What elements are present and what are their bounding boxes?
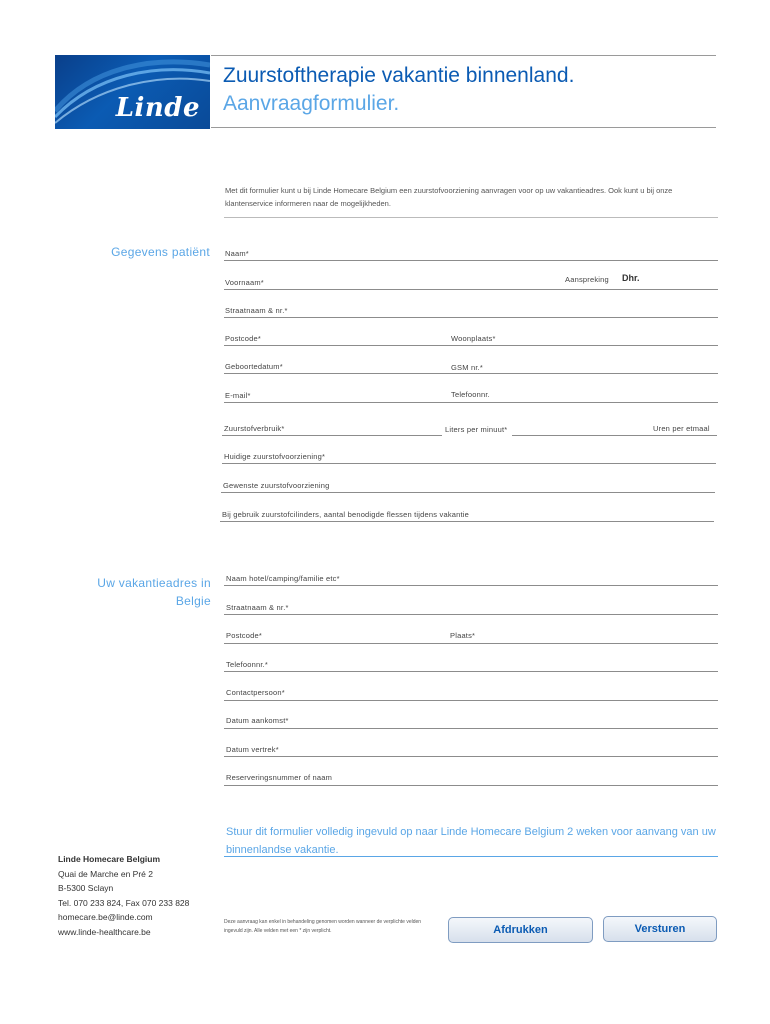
label-email: E-mail* — [225, 391, 251, 400]
label-telefoon-patient: Telefoonnr. — [451, 390, 490, 399]
section-label-vacation — [60, 574, 211, 610]
label-liters: Liters per minuut* — [445, 425, 508, 434]
logo-text: Linde — [115, 93, 200, 123]
label-huidige: Huidige zuurstofvoorziening* — [224, 452, 326, 461]
label-gewenste: Gewenste zuurstofvoorziening — [223, 481, 330, 490]
input-straat-vakantie[interactable] — [224, 614, 718, 615]
submit-notice: Stuur dit formulier volledig ingevuld op naar Linde Homecare Belgium 2 weken voor aanvang van uw binnenlandse vakantie. — [226, 826, 716, 856]
label-vertrek: Datum vertrek* — [226, 745, 279, 754]
input-aankomst[interactable] — [224, 728, 718, 729]
label-naam: Naam* — [225, 249, 249, 258]
notice-rule — [224, 856, 718, 857]
disclaimer-text: Deze aanvraag kan enkel in behandeling genomen worden wanneer de verplichte velden ingevuld zijn. Alle velden met een * zijn verplicht. — [224, 919, 422, 934]
input-naam-hotel[interactable] — [224, 585, 718, 586]
input-postcode-plaats[interactable] — [224, 643, 718, 644]
header-top-rule — [211, 55, 716, 56]
label-postcode-patient: Postcode* — [225, 334, 261, 343]
print-button[interactable]: Afdrukken — [448, 917, 593, 943]
input-telefoon-vakantie[interactable] — [224, 671, 718, 672]
input-reservering[interactable] — [224, 785, 718, 786]
input-zuurstofverbruik[interactable] — [222, 435, 442, 436]
company-address — [58, 852, 189, 940]
input-straat-patient[interactable] — [224, 317, 718, 318]
address-email[interactable]: homecare.be@linde.com — [58, 912, 153, 923]
input-email-telefoon[interactable] — [224, 402, 718, 403]
input-postcode-woonplaats[interactable] — [224, 345, 718, 346]
input-huidige[interactable] — [222, 463, 716, 464]
intro-rule — [224, 217, 718, 218]
input-geboortedatum-gsm[interactable] — [224, 373, 718, 374]
company-name: Linde Homecare Belgium — [58, 854, 161, 864]
label-telefoon-vakantie: Telefoonnr.* — [226, 660, 269, 669]
send-button[interactable]: Versturen — [603, 916, 717, 942]
intro-text: Met dit formulier kunt u bij Linde Homecare Belgium een zuurstofvoorziening aanvragen voor op uw vakantieadres. Ook kunt u bij onze klantenservice informeren naar de mogelijkheden. — [225, 186, 673, 208]
label-uren: Uren per etmaal — [653, 424, 710, 433]
label-contactpersoon: Contactpersoon* — [226, 688, 285, 697]
address-phone: Tel. 070 233 824, Fax 070 233 828 — [58, 897, 190, 908]
section-label-patient: Gegevens patiënt — [111, 245, 210, 259]
label-zuurstofverbruik: Zuurstofverbruik* — [224, 424, 285, 433]
section-label-vacation-line2: Belgie — [175, 594, 211, 608]
address-website[interactable]: www.linde-healthcare.be — [58, 926, 151, 937]
label-straat-patient: Straatnaam & nr.* — [225, 306, 288, 315]
address-city: B-5300 Sclayn — [58, 883, 114, 894]
input-naam[interactable] — [224, 260, 718, 261]
label-aankomst: Datum aankomst* — [226, 716, 289, 725]
page-subtitle: Aanvraagformulier. — [223, 92, 400, 115]
input-gewenste[interactable] — [221, 492, 715, 493]
label-plaats: Plaats* — [450, 631, 476, 640]
label-straat-vakantie: Straatnaam & nr.* — [226, 603, 289, 612]
input-vertrek[interactable] — [224, 756, 718, 757]
label-geboortedatum: Geboortedatum* — [225, 362, 283, 371]
linde-logo — [55, 55, 210, 129]
address-street: Quai de Marche en Pré 2 — [58, 868, 153, 879]
label-naam-hotel: Naam hotel/camping/familie etc* — [226, 574, 340, 583]
label-postcode-vakantie: Postcode* — [226, 631, 262, 640]
label-aanspreking: Aanspreking — [565, 275, 609, 284]
header-bottom-rule — [211, 127, 716, 128]
input-cilinders[interactable] — [220, 521, 714, 522]
input-voornaam[interactable] — [224, 289, 718, 290]
input-contactpersoon[interactable] — [224, 700, 718, 701]
label-woonplaats: Woonplaats* — [451, 334, 496, 343]
page-title: Zuurstoftherapie vakantie binnenland. — [223, 64, 575, 87]
section-label-vacation-line1: Uw vakantieadres in — [97, 576, 211, 590]
label-voornaam: Voornaam* — [225, 278, 264, 287]
label-gsm: GSM nr.* — [451, 363, 484, 372]
label-reservering: Reserveringsnummer of naam — [226, 773, 333, 782]
label-cilinders: Bij gebruik zuurstofcilinders, aantal benodigde flessen tijdens vakantie — [222, 510, 470, 519]
input-uren[interactable] — [512, 435, 717, 436]
select-aanspreking[interactable]: Dhr. — [622, 273, 640, 283]
